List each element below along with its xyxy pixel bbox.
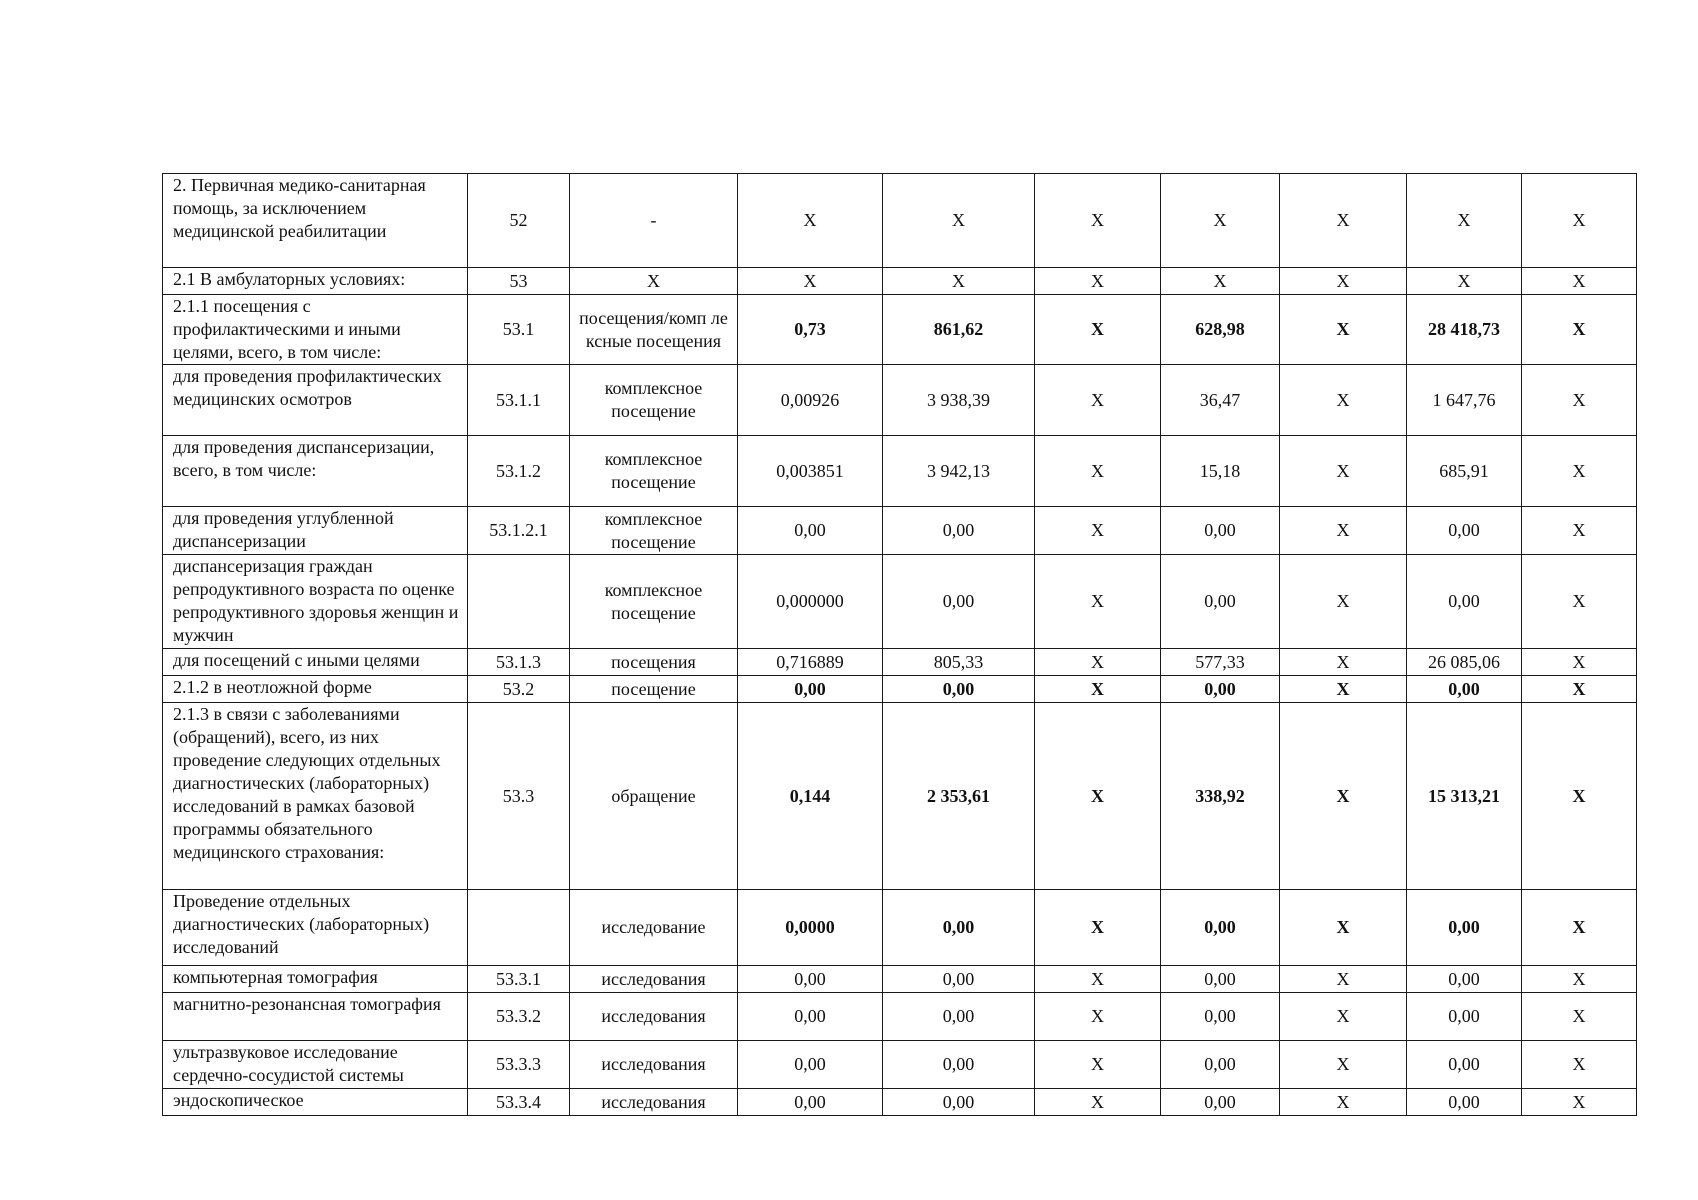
row-unit-cell: исследования — [570, 1041, 738, 1089]
cost-per-unit-cell: 0,00 — [883, 555, 1035, 649]
row-code-cell: 53.1.3 — [468, 649, 570, 676]
oms-per-capita-cell: 0,00 — [1161, 890, 1280, 966]
oms-total-cell: 0,00 — [1407, 507, 1522, 555]
row-name-cell: для посещений с иными целями — [163, 649, 468, 676]
row-code-cell: 53.1.1 — [468, 365, 570, 436]
oms-per-capita-cell: X — [1161, 174, 1280, 268]
table-row — [163, 1041, 1637, 1089]
oms-total-cell: 0,00 — [1407, 993, 1522, 1041]
budget-per-capita-cell: X — [1035, 507, 1161, 555]
cost-per-unit-cell: 805,33 — [883, 649, 1035, 676]
budget-total-cell: X — [1280, 1041, 1407, 1089]
budget-per-capita-cell: X — [1035, 703, 1161, 890]
volume-per-person-cell: 0,73 — [738, 295, 883, 365]
row-code-cell: 53 — [468, 268, 570, 295]
volume-per-person-cell: 0,0000 — [738, 890, 883, 966]
budget-total-cell: X — [1280, 703, 1407, 890]
table-row — [163, 703, 1637, 890]
row-name-cell: Проведение отдельных диагностических (лабораторных) исследований — [163, 890, 468, 966]
row-name-cell: диспансеризация граждан репродуктивного возраста по оценке репродуктивного здоровья женщин и мужчин — [163, 555, 468, 649]
row-name-cell: для проведения профилактических медицинских осмотров — [163, 365, 468, 436]
row-name-cell: 2.1.3 в связи с заболеваниями (обращений), всего, из них проведение следующих отдельных диагностических (лабораторных) исследований в рамках базовой программы обязательного медицинского страхования: — [163, 703, 468, 890]
table-row — [163, 1089, 1637, 1116]
oms-total-cell: 0,00 — [1407, 966, 1522, 993]
budget-per-capita-cell: X — [1035, 174, 1161, 268]
row-name-cell: 2. Первичная медико-санитарная помощь, за исключением медицинской реабилитации — [163, 174, 468, 268]
row-name-cell: для проведения диспансеризации, всего, в том числе: — [163, 436, 468, 507]
percent-total-cell: X — [1522, 436, 1637, 507]
budget-per-capita-cell: X — [1035, 1089, 1161, 1116]
row-unit-cell: комплексное посещение — [570, 555, 738, 649]
table-row — [163, 890, 1637, 966]
row-name-cell: 2.1.1 посещения с профилактическими и иными целями, всего, в том числе: — [163, 295, 468, 365]
table-row — [163, 966, 1637, 993]
oms-per-capita-cell: 0,00 — [1161, 993, 1280, 1041]
oms-per-capita-cell: 0,00 — [1161, 1089, 1280, 1116]
volume-per-person-cell: X — [738, 174, 883, 268]
oms-per-capita-cell: 0,00 — [1161, 507, 1280, 555]
row-code-cell: 53.1.2 — [468, 436, 570, 507]
row-unit-cell: исследование — [570, 890, 738, 966]
budget-per-capita-cell: X — [1035, 436, 1161, 507]
volume-per-person-cell: 0,00 — [738, 1089, 883, 1116]
budget-per-capita-cell: X — [1035, 268, 1161, 295]
oms-total-cell: 0,00 — [1407, 555, 1522, 649]
table-row — [163, 649, 1637, 676]
row-code-cell: 53.1.2.1 — [468, 507, 570, 555]
budget-total-cell: X — [1280, 268, 1407, 295]
volume-per-person-cell: 0,000000 — [738, 555, 883, 649]
cost-per-unit-cell: 0,00 — [883, 1041, 1035, 1089]
budget-total-cell: X — [1280, 174, 1407, 268]
oms-total-cell: 0,00 — [1407, 1041, 1522, 1089]
volume-per-person-cell: 0,00 — [738, 1041, 883, 1089]
row-code-cell: 53.3.1 — [468, 966, 570, 993]
oms-per-capita-cell: 577,33 — [1161, 649, 1280, 676]
row-name-cell: для проведения углубленной диспансеризации — [163, 507, 468, 555]
row-unit-cell: - — [570, 174, 738, 268]
budget-total-cell: X — [1280, 966, 1407, 993]
percent-total-cell: X — [1522, 1041, 1637, 1089]
row-name-cell: эндоскопическое — [163, 1089, 468, 1116]
row-name-cell: магнитно-резонансная томография — [163, 993, 468, 1041]
budget-total-cell: X — [1280, 649, 1407, 676]
row-unit-cell: исследования — [570, 993, 738, 1041]
oms-per-capita-cell: 0,00 — [1161, 555, 1280, 649]
volume-per-person-cell: X — [738, 268, 883, 295]
row-unit-cell: посещения — [570, 649, 738, 676]
budget-total-cell: X — [1280, 676, 1407, 703]
cost-per-unit-cell: 0,00 — [883, 890, 1035, 966]
table-row — [163, 295, 1637, 365]
percent-total-cell: X — [1522, 295, 1637, 365]
cost-per-unit-cell: 3 938,39 — [883, 365, 1035, 436]
table-row — [163, 436, 1637, 507]
row-unit-cell: исследования — [570, 1089, 738, 1116]
percent-total-cell: X — [1522, 703, 1637, 890]
row-name-cell: компьютерная томография — [163, 966, 468, 993]
oms-total-cell: 26 085,06 — [1407, 649, 1522, 676]
table-row — [163, 365, 1637, 436]
volume-per-person-cell: 0,00 — [738, 993, 883, 1041]
cost-per-unit-cell: 0,00 — [883, 676, 1035, 703]
budget-per-capita-cell: X — [1035, 890, 1161, 966]
row-unit-cell: посещение — [570, 676, 738, 703]
volume-per-person-cell: 0,003851 — [738, 436, 883, 507]
oms-total-cell: 685,91 — [1407, 436, 1522, 507]
row-code-cell: 52 — [468, 174, 570, 268]
budget-per-capita-cell: X — [1035, 993, 1161, 1041]
oms-total-cell: X — [1407, 174, 1522, 268]
cost-per-unit-cell: X — [883, 268, 1035, 295]
row-unit-cell: посещения/комп ле ксные посещения — [570, 295, 738, 365]
volume-per-person-cell: 0,716889 — [738, 649, 883, 676]
budget-per-capita-cell: X — [1035, 365, 1161, 436]
volume-per-person-cell: 0,00 — [738, 676, 883, 703]
row-code-cell: 53.1 — [468, 295, 570, 365]
percent-total-cell: X — [1522, 365, 1637, 436]
cost-per-unit-cell: X — [883, 174, 1035, 268]
row-unit-cell: комплексное посещение — [570, 365, 738, 436]
oms-total-cell: 0,00 — [1407, 676, 1522, 703]
budget-per-capita-cell: X — [1035, 295, 1161, 365]
row-unit-cell: X — [570, 268, 738, 295]
table-body — [163, 174, 1637, 1116]
oms-total-cell: 0,00 — [1407, 890, 1522, 966]
table-row — [163, 268, 1637, 295]
volume-per-person-cell: 0,00 — [738, 966, 883, 993]
row-code-cell: 53.3.2 — [468, 993, 570, 1041]
row-code-cell: 53.3 — [468, 703, 570, 890]
row-unit-cell: комплексное посещение — [570, 436, 738, 507]
oms-per-capita-cell: 15,18 — [1161, 436, 1280, 507]
percent-total-cell: X — [1522, 507, 1637, 555]
cost-per-unit-cell: 3 942,13 — [883, 436, 1035, 507]
table-row — [163, 676, 1637, 703]
budget-total-cell: X — [1280, 365, 1407, 436]
cost-per-unit-cell: 0,00 — [883, 966, 1035, 993]
budget-total-cell: X — [1280, 555, 1407, 649]
row-unit-cell: исследования — [570, 966, 738, 993]
row-code-cell — [468, 890, 570, 966]
volume-per-person-cell: 0,144 — [738, 703, 883, 890]
oms-per-capita-cell: 628,98 — [1161, 295, 1280, 365]
percent-total-cell: X — [1522, 649, 1637, 676]
cost-per-unit-cell: 0,00 — [883, 1089, 1035, 1116]
table-row — [163, 507, 1637, 555]
percent-total-cell: X — [1522, 268, 1637, 295]
cost-per-unit-cell: 0,00 — [883, 993, 1035, 1041]
program-table — [162, 173, 1637, 1116]
percent-total-cell: X — [1522, 966, 1637, 993]
percent-total-cell: X — [1522, 555, 1637, 649]
percent-total-cell: X — [1522, 174, 1637, 268]
row-code-cell: 53.3.4 — [468, 1089, 570, 1116]
oms-total-cell: X — [1407, 268, 1522, 295]
budget-per-capita-cell: X — [1035, 676, 1161, 703]
oms-per-capita-cell: 0,00 — [1161, 1041, 1280, 1089]
table-row — [163, 555, 1637, 649]
budget-total-cell: X — [1280, 295, 1407, 365]
row-code-cell: 53.2 — [468, 676, 570, 703]
row-unit-cell: обращение — [570, 703, 738, 890]
percent-total-cell: X — [1522, 890, 1637, 966]
budget-per-capita-cell: X — [1035, 555, 1161, 649]
cost-per-unit-cell: 0,00 — [883, 507, 1035, 555]
oms-per-capita-cell: 338,92 — [1161, 703, 1280, 890]
oms-per-capita-cell: 0,00 — [1161, 966, 1280, 993]
oms-total-cell: 1 647,76 — [1407, 365, 1522, 436]
row-unit-cell: комплексное посещение — [570, 507, 738, 555]
oms-per-capita-cell: 36,47 — [1161, 365, 1280, 436]
budget-per-capita-cell: X — [1035, 649, 1161, 676]
percent-total-cell: X — [1522, 993, 1637, 1041]
budget-total-cell: X — [1280, 993, 1407, 1041]
budget-total-cell: X — [1280, 507, 1407, 555]
budget-total-cell: X — [1280, 890, 1407, 966]
volume-per-person-cell: 0,00 — [738, 507, 883, 555]
table-row — [163, 174, 1637, 268]
row-name-cell: 2.1.2 в неотложной форме — [163, 676, 468, 703]
oms-per-capita-cell: X — [1161, 268, 1280, 295]
row-code-cell: 53.3.3 — [468, 1041, 570, 1089]
percent-total-cell: X — [1522, 1089, 1637, 1116]
budget-per-capita-cell: X — [1035, 966, 1161, 993]
row-code-cell — [468, 555, 570, 649]
cost-per-unit-cell: 2 353,61 — [883, 703, 1035, 890]
oms-total-cell: 15 313,21 — [1407, 703, 1522, 890]
table-row — [163, 993, 1637, 1041]
oms-total-cell: 0,00 — [1407, 1089, 1522, 1116]
budget-total-cell: X — [1280, 1089, 1407, 1116]
percent-total-cell: X — [1522, 676, 1637, 703]
row-name-cell: ультразвуковое исследование сердечно-сосудистой системы — [163, 1041, 468, 1089]
volume-per-person-cell: 0,00926 — [738, 365, 883, 436]
row-name-cell: 2.1 В амбулаторных условиях: — [163, 268, 468, 295]
budget-per-capita-cell: X — [1035, 1041, 1161, 1089]
oms-total-cell: 28 418,73 — [1407, 295, 1522, 365]
cost-per-unit-cell: 861,62 — [883, 295, 1035, 365]
oms-per-capita-cell: 0,00 — [1161, 676, 1280, 703]
budget-total-cell: X — [1280, 436, 1407, 507]
